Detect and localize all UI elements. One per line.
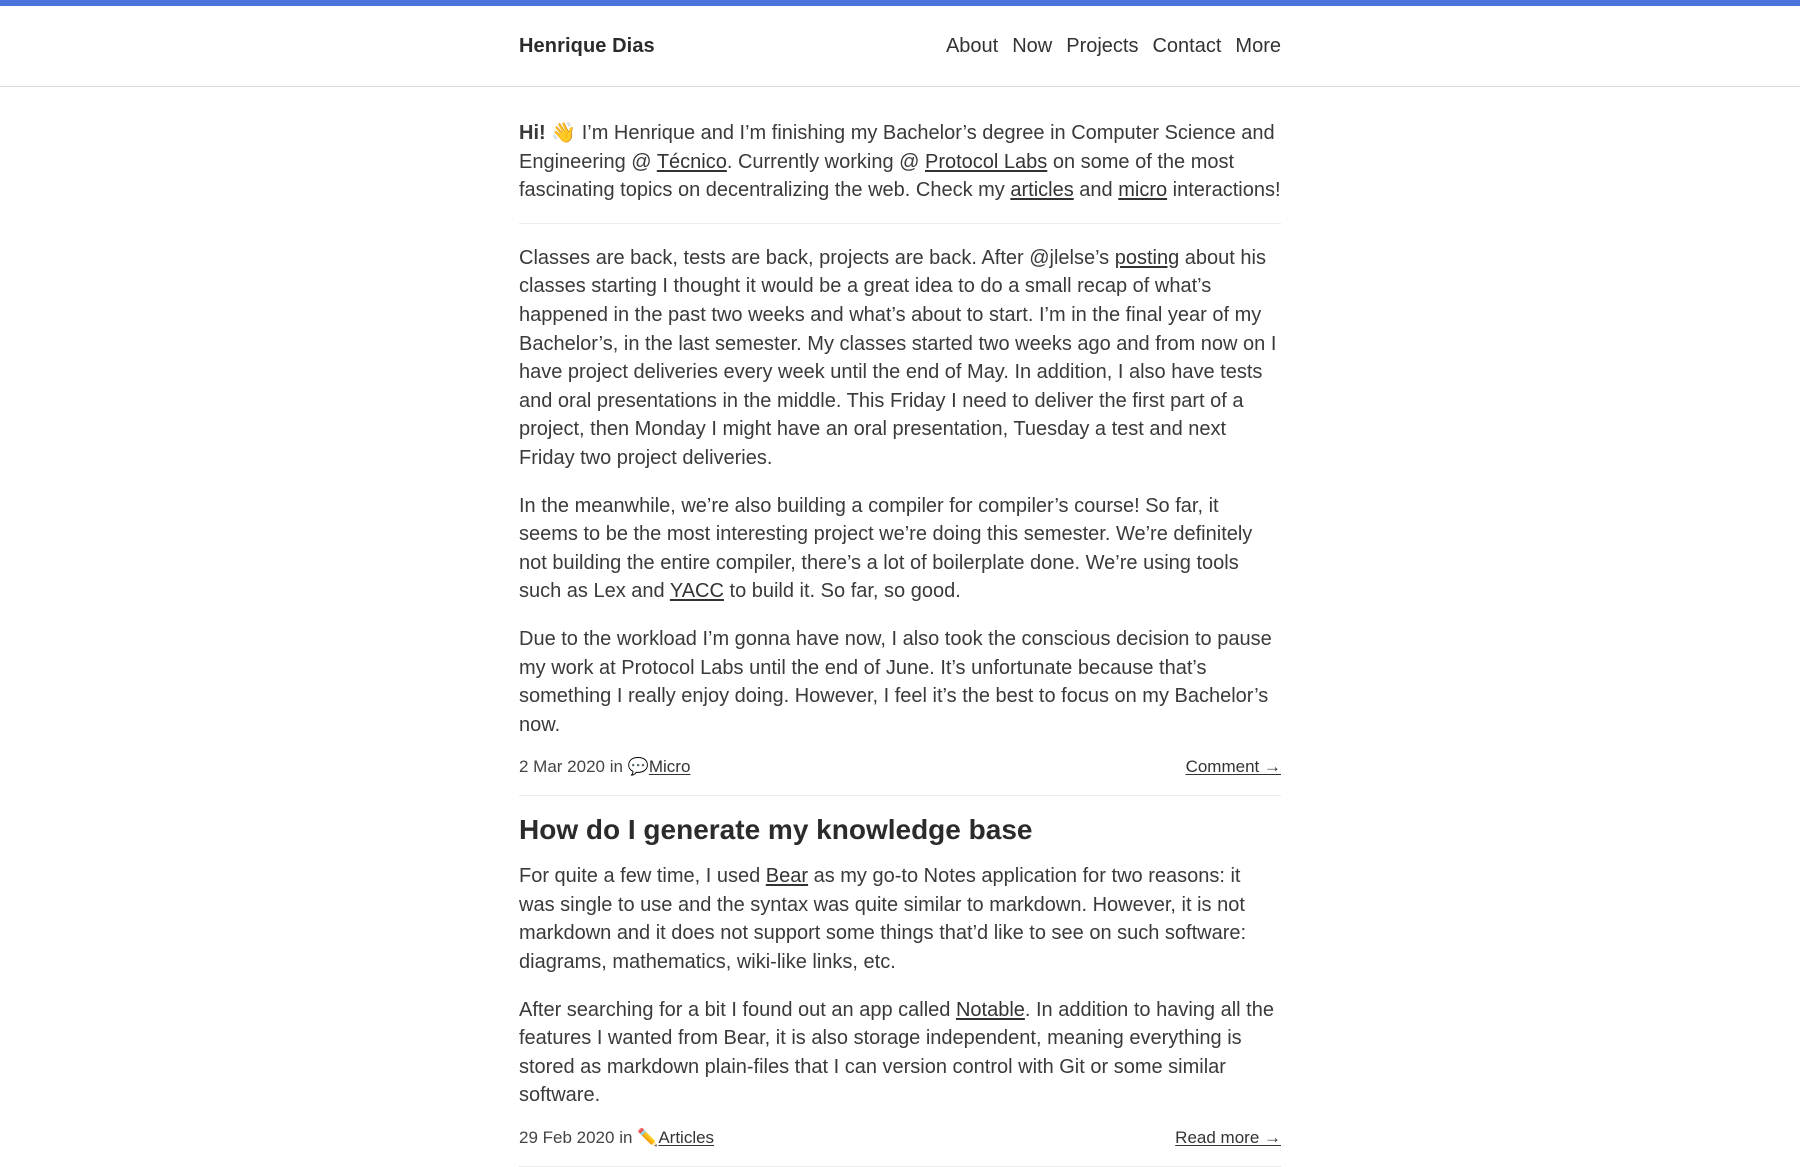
post-meta: [519, 1128, 1281, 1167]
micro-post: [519, 224, 1281, 797]
intro-text: I’m Henrique and I’m finishing my Bachelor’s degree in Computer Science and Engineering @: [519, 122, 1275, 173]
intro-section: [519, 119, 1281, 224]
post-text: After searching for a bit I found out an app called: [519, 998, 956, 1021]
nav-now[interactable]: Now: [1012, 34, 1053, 57]
post-paragraph: [519, 244, 1281, 473]
link-notable[interactable]: Notable: [955, 998, 1025, 1021]
post-title[interactable]: How do I generate my knowledge base: [519, 814, 1033, 846]
post-text: as my go-to Notes application for two reasons: it was single to use and the syntax was quite similar to markdown. However, it is not markdown and it does not support some things that’d like to see on such software: diagrams, mathematics, wiki-like links, etc.: [519, 865, 1247, 974]
intro-hi: Hi!: [519, 122, 546, 144]
link-bear[interactable]: Bear: [765, 865, 809, 888]
speech-bubble-icon: 💬: [627, 757, 649, 777]
post-date: 2 Mar 2020: [519, 757, 605, 777]
post-text: . In addition to having all the features I wanted from Bear, it is also storage independent, meaning everything is stored as markdown plain-files that I can version control with Git or some similar software.: [519, 998, 1274, 1107]
main-content: [519, 87, 1281, 1167]
comment-link[interactable]: Comment →: [1185, 757, 1281, 777]
post-text: In the meanwhile, we’re also building a compiler for compiler’s course! So far, it seems to be the most interesting project we’re doing this semester. We’re definitely not building the entire compiler, there’s a lot of boilerplate done. We’re using tools such as Lex and: [519, 494, 1253, 603]
category-link-articles[interactable]: Articles: [658, 1128, 715, 1148]
category-link-micro[interactable]: Micro: [648, 757, 691, 777]
intro-text: and: [1073, 179, 1119, 202]
intro-text: on some of the most fascinating topics on decentralizing the web. Check my: [519, 150, 1235, 202]
post-paragraph: Due to the workload I’m gonna have now, I also took the conscious decision to pause my work at Protocol Labs until the end of June. It’s unfortunate because that’s something I really enjoy doing. However, I feel it’s the best to focus on my Bachelor’s now.: [519, 627, 1272, 736]
article-post: [519, 814, 1281, 1167]
link-posting[interactable]: posting: [1114, 246, 1180, 269]
nav-contact[interactable]: Contact: [1152, 34, 1222, 57]
nav-more[interactable]: More: [1235, 34, 1281, 57]
intro-text: interactions!: [1167, 179, 1281, 202]
post-text: about his classes starting I thought it would be a great idea to do a small recap of what’s happened in the past two weeks and what’s about to start. I’m in the final year of my Bachelor’s, in the last semester. My classes started two weeks ago and from now on I have project deliveries every week until the end of May. In addition, I also have tests and oral presentations in the middle. This Friday I need to deliver the first part of a project, then Monday I might have an oral presentation, Tuesday a test and next Friday two project deliveries.: [519, 246, 1277, 469]
post-paragraph: [519, 862, 1281, 976]
link-micro[interactable]: micro: [1118, 179, 1168, 202]
post-date: 29 Feb 2020: [519, 1128, 615, 1148]
intro-text: . Currently working @: [726, 150, 925, 173]
intro-paragraph: [519, 119, 1281, 205]
post-date-category: [519, 757, 690, 777]
meta-in: in: [605, 757, 628, 777]
meta-in: in: [614, 1128, 638, 1148]
read-more-link[interactable]: Read more →: [1175, 1128, 1281, 1148]
nav-about[interactable]: About: [945, 34, 999, 57]
nav-projects[interactable]: Projects: [1066, 34, 1139, 57]
link-protocol-labs[interactable]: Protocol Labs: [924, 150, 1048, 173]
post-text: to build it. So far, so good.: [723, 580, 961, 603]
site-header: [0, 6, 1800, 87]
post-text: Classes are back, tests are back, projects are back. After @jlelse’s: [519, 246, 1115, 269]
link-articles[interactable]: articles: [1010, 179, 1074, 202]
link-yacc[interactable]: YACC: [669, 580, 724, 603]
main-nav: [946, 35, 1281, 58]
wave-emoji-icon: 👋: [551, 122, 577, 144]
post-date-category: [519, 1128, 714, 1148]
post-paragraph: [519, 492, 1281, 606]
post-meta: [519, 757, 1281, 796]
post-text: For quite a few time, I used: [519, 865, 766, 888]
site-brand[interactable]: Henrique Dias: [519, 34, 655, 57]
post-paragraph: [519, 996, 1281, 1110]
link-tecnico[interactable]: Técnico: [656, 150, 727, 173]
pencil-icon: ✏️: [637, 1128, 659, 1148]
